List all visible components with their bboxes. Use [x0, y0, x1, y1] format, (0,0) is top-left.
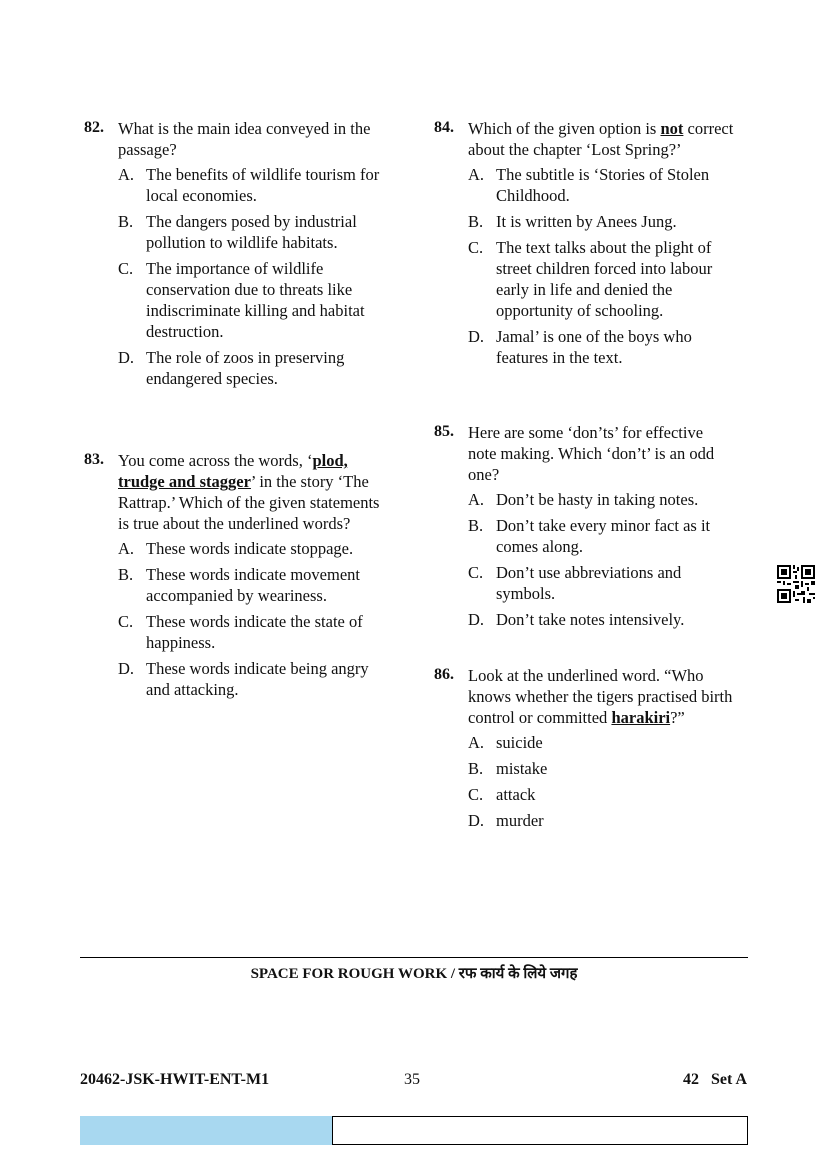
question-text: Here are some ‘don’ts’ for effective note making. Which ‘don’t’ is an odd one? [468, 423, 715, 484]
qr-code-icon [777, 565, 815, 603]
question-84 [434, 118, 734, 373]
option-d: D. Don’t take notes intensively. [468, 610, 685, 629]
question-85 [434, 422, 734, 635]
option-a: A. These words indicate stoppage. [118, 539, 354, 558]
option-d: D. The role of zoos in preserving endangered species. [118, 348, 345, 388]
option-a: A. The subtitle is ‘Stories of Stolen Childhood. [468, 165, 710, 205]
question-83 [84, 450, 384, 705]
footer-color-bar [80, 1116, 332, 1145]
underlined-word: not [660, 119, 684, 138]
options-list [468, 164, 734, 368]
option-b: B. mistake [468, 759, 548, 778]
option-a: A. suicide [468, 733, 543, 752]
option-c: C. The text talks about the plight of street children forced into labour early in life and denied the opportunity of schooling. [468, 238, 713, 320]
question-number: 86. [434, 666, 454, 683]
underlined-words: plod, trudge and stagger [118, 451, 348, 491]
options-list [468, 732, 734, 831]
option-a: A. Don’t be hasty in taking notes. [468, 490, 699, 509]
option-c: C. The importance of wildlife conservation due to threats like indiscriminate killing and habitat destruction. [118, 259, 365, 341]
option-d: D. These words indicate being angry and attacking. [118, 659, 369, 699]
option-a: A. The benefits of wildlife tourism for local economies. [118, 165, 380, 205]
options-list [118, 538, 384, 700]
option-c: C. These words indicate the state of happiness. [118, 612, 363, 652]
option-b: B. The dangers posed by industrial pollution to wildlife habitats. [118, 212, 357, 252]
option-c: C. attack [468, 785, 536, 804]
option-c: C. Don’t use abbreviations and symbols. [468, 563, 682, 603]
footer-box [332, 1116, 748, 1145]
question-number: 83. [84, 451, 104, 468]
rough-work-divider [80, 957, 748, 958]
underlined-word: harakiri [611, 708, 671, 727]
options-list [118, 164, 384, 389]
question-text: You come across the words, ‘plod, trudge and stagger’ in the story ‘The Rattrap.’ Which of the given statements is true about the underlined words? [118, 451, 380, 533]
question-number: 82. [84, 119, 104, 136]
question-number: 85. [434, 423, 454, 440]
question-text: What is the main idea conveyed in the passage? [118, 119, 371, 159]
question-text: Look at the underlined word. “Who knows whether the tigers practised birth control or committed harakiri?” [468, 666, 733, 727]
option-b: B. Don’t take every minor fact as it comes along. [468, 516, 711, 556]
option-b: B. These words indicate movement accompanied by weariness. [118, 565, 360, 605]
question-number: 84. [434, 119, 454, 136]
question-86 [434, 665, 734, 836]
option-d: D. Jamal’ is one of the boys who features in the text. [468, 327, 692, 367]
rough-work-label: SPACE FOR ROUGH WORK / रफ कार्य के लिये जगह [250, 966, 578, 982]
paper-code: 20462-JSK-HWIT-ENT-M1 [80, 1071, 270, 1088]
page-number: 35 [404, 1071, 420, 1088]
set-label: 42 Set A [683, 1071, 747, 1088]
option-b: B. It is written by Anees Jung. [468, 212, 677, 231]
options-list [468, 489, 734, 630]
question-82 [84, 118, 384, 394]
question-text: Which of the given option is not correct about the chapter ‘Lost Spring?’ [468, 119, 734, 159]
option-d: D. murder [468, 811, 544, 830]
